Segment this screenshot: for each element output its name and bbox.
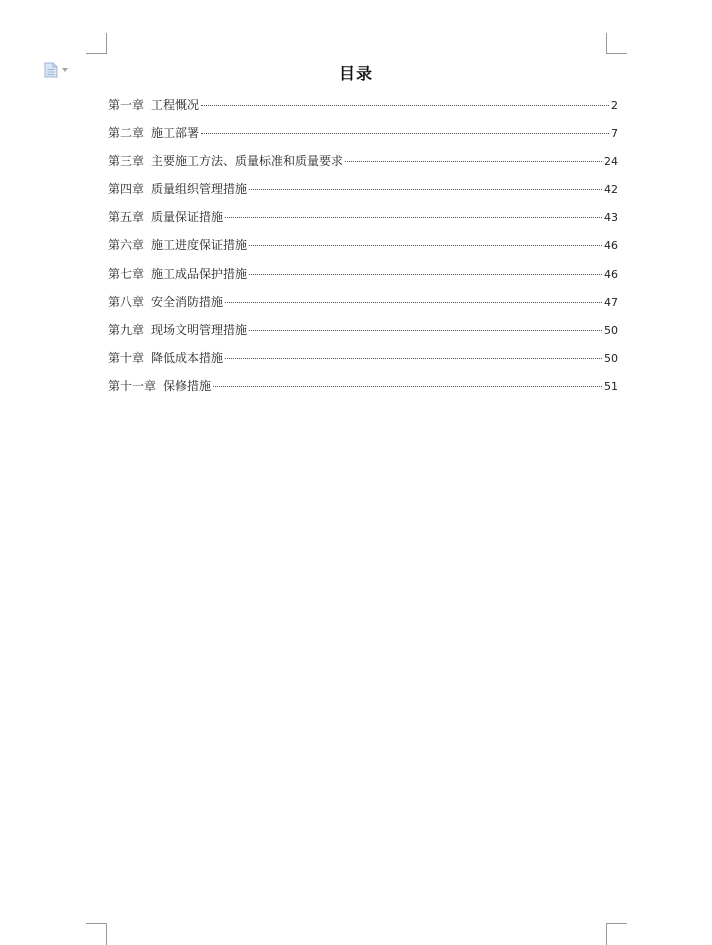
toc-page-number: 50 (604, 351, 618, 365)
toc-page-number: 7 (611, 127, 618, 141)
toc-page-number: 43 (604, 211, 618, 225)
table-of-contents (108, 95, 618, 404)
toc-entry[interactable] (108, 123, 618, 151)
toc-title: 目录 (338, 64, 373, 83)
crop-mark-bottom-right (606, 923, 627, 945)
toc-entry-title: 施工成品保护措施 (151, 266, 248, 281)
toc-entry[interactable] (108, 179, 618, 207)
toc-page-number: 2 (611, 99, 618, 112)
toc-chapter-number: 第九章 (108, 322, 145, 337)
toc-entry[interactable] (108, 151, 618, 179)
toc-chapter-number: 第四章 (108, 182, 145, 197)
toc-dot-leader (225, 358, 602, 359)
toc-entry[interactable] (108, 348, 618, 376)
toc-entry-title: 施工进度保证措施 (151, 238, 248, 253)
toc-chapter-number: 第八章 (108, 294, 145, 309)
toc-dot-leader (225, 302, 602, 303)
toc-entry-title: 施工部署 (151, 126, 200, 141)
toc-dot-leader (201, 133, 609, 134)
toc-entry-title: 工程慨况 (151, 98, 200, 112)
toc-page-number: 42 (604, 183, 618, 197)
toc-entry[interactable] (108, 376, 618, 404)
toc-dot-leader (249, 330, 602, 331)
toc-entry[interactable] (108, 95, 618, 123)
crop-mark-bottom-left (86, 923, 107, 945)
toc-entry-title: 降低成本措施 (151, 350, 224, 365)
toc-dot-leader (225, 217, 602, 218)
toc-chapter-number: 第六章 (108, 238, 145, 253)
toc-dot-leader (249, 245, 602, 246)
toc-page-number: 51 (604, 379, 618, 393)
toc-dot-leader (249, 274, 602, 275)
toc-entry[interactable] (108, 235, 618, 263)
toc-page-number: 47 (604, 295, 618, 309)
toc-dot-leader (213, 386, 602, 387)
toc-entry-title: 安全消防措施 (151, 294, 224, 309)
toc-entry[interactable] (108, 292, 618, 320)
toc-entry-title: 质量组织管理措施 (151, 182, 248, 197)
toc-page-number: 46 (604, 239, 618, 253)
toc-chapter-number: 第一章 (108, 98, 145, 112)
toc-dot-leader (249, 189, 602, 190)
toc-entry[interactable] (108, 264, 618, 292)
toc-entry-title: 主要施工方法、质量标准和质量要求 (151, 154, 344, 169)
toc-chapter-number: 第十章 (108, 350, 145, 365)
toc-entry[interactable] (108, 320, 618, 348)
crop-mark-top-left (86, 33, 107, 54)
toc-entry[interactable] (108, 207, 618, 235)
crop-mark-top-right (606, 33, 627, 54)
toc-page-number: 24 (604, 155, 618, 169)
toc-dot-leader (345, 161, 602, 162)
toc-chapter-number: 第二章 (108, 126, 145, 141)
toc-dot-leader (201, 105, 609, 106)
toc-chapter-number: 第三章 (108, 154, 145, 169)
toc-entry-title: 质量保证措施 (151, 210, 224, 225)
toc-page-number: 50 (604, 323, 618, 337)
toc-page-number: 46 (604, 267, 618, 281)
toc-entry-title: 保修措施 (163, 378, 212, 393)
toc-chapter-number: 第五章 (108, 210, 145, 225)
toc-entry-title: 现场文明管理措施 (151, 322, 248, 337)
toc-chapter-number: 第七章 (108, 266, 145, 281)
toc-chapter-number: 第十一章 (108, 378, 157, 393)
